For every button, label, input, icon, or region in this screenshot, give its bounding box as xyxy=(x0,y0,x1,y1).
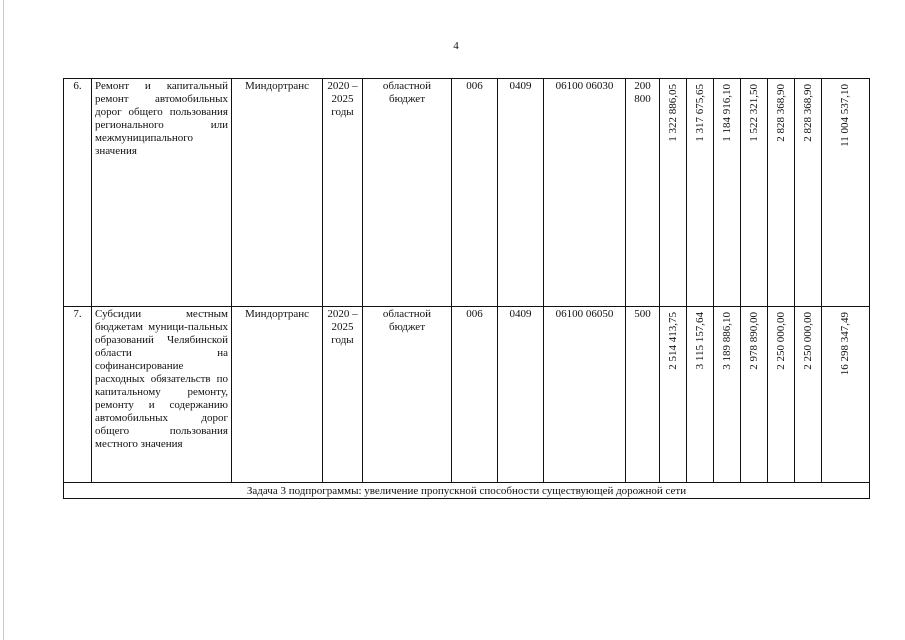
amount-2020 xyxy=(660,307,687,483)
page-left-edge xyxy=(3,0,4,640)
amount-2021 xyxy=(687,79,714,307)
amount-value: 2 250 000,00 xyxy=(774,312,787,370)
amount-2023 xyxy=(741,79,768,307)
program-table xyxy=(63,78,870,499)
executor: Миндортранс xyxy=(232,307,323,483)
rzpr-code: 0409 xyxy=(498,307,544,483)
funding-source: областной бюджет xyxy=(363,307,452,483)
activity-name: Ремонт и капитальный ремонт автомобильных дорог общего пользования регионального или межмуниципального значения xyxy=(92,79,232,307)
amount-value: 2 828 368,90 xyxy=(801,84,814,142)
table-row xyxy=(64,79,870,307)
amount-2024 xyxy=(768,79,795,307)
amount-value: 3 115 157,64 xyxy=(693,312,706,370)
amount-value: 2 250 000,00 xyxy=(801,312,814,370)
task-row xyxy=(64,483,870,499)
vr-code: 200 800 xyxy=(626,79,660,307)
row-number: 6. xyxy=(64,79,92,307)
period: 2020 – 2025 годы xyxy=(323,307,363,483)
executor: Миндортранс xyxy=(232,79,323,307)
amount-2020 xyxy=(660,79,687,307)
amount-2025 xyxy=(795,79,822,307)
amount-total xyxy=(822,79,870,307)
amount-value: 11 004 537,10 xyxy=(839,84,851,147)
amount-2021 xyxy=(687,307,714,483)
amount-value: 2 978 890,00 xyxy=(747,312,760,370)
amount-2025 xyxy=(795,307,822,483)
row-number: 7. xyxy=(64,307,92,483)
page-number: 4 xyxy=(453,40,459,52)
grbs-code: 006 xyxy=(452,79,498,307)
grbs-code: 006 xyxy=(452,307,498,483)
table-row xyxy=(64,307,870,483)
amount-value: 1 322 886,05 xyxy=(666,84,679,142)
amount-value: 2 828 368,90 xyxy=(774,84,787,142)
amount-value: 2 514 413,75 xyxy=(666,312,679,370)
csr-code: 06100 06030 xyxy=(544,79,626,307)
amount-total xyxy=(822,307,870,483)
amount-2022 xyxy=(714,79,741,307)
amount-2023 xyxy=(741,307,768,483)
amount-value: 3 189 886,10 xyxy=(720,312,733,370)
period: 2020 – 2025 годы xyxy=(323,79,363,307)
amount-value: 16 298 347,49 xyxy=(839,312,851,376)
csr-code: 06100 06050 xyxy=(544,307,626,483)
amount-value: 1 522 321,50 xyxy=(747,84,760,142)
amount-2024 xyxy=(768,307,795,483)
amount-value: 1 317 675,65 xyxy=(693,84,706,142)
vr-code: 500 xyxy=(626,307,660,483)
activity-name: Субсидии местным бюджетам муници-пальных образований Челябинской области на софинансирование расходных обязательств по капитальному ремонту, ремонту и содержанию автомобильных дорог общего пользования местного значения xyxy=(92,307,232,483)
amount-2022 xyxy=(714,307,741,483)
task-heading: Задача 3 подпрограммы: увеличение пропускной способности существующей дорожной сети xyxy=(64,483,870,499)
funding-source: областной бюджет xyxy=(363,79,452,307)
rzpr-code: 0409 xyxy=(498,79,544,307)
amount-value: 1 184 916,10 xyxy=(720,84,733,142)
